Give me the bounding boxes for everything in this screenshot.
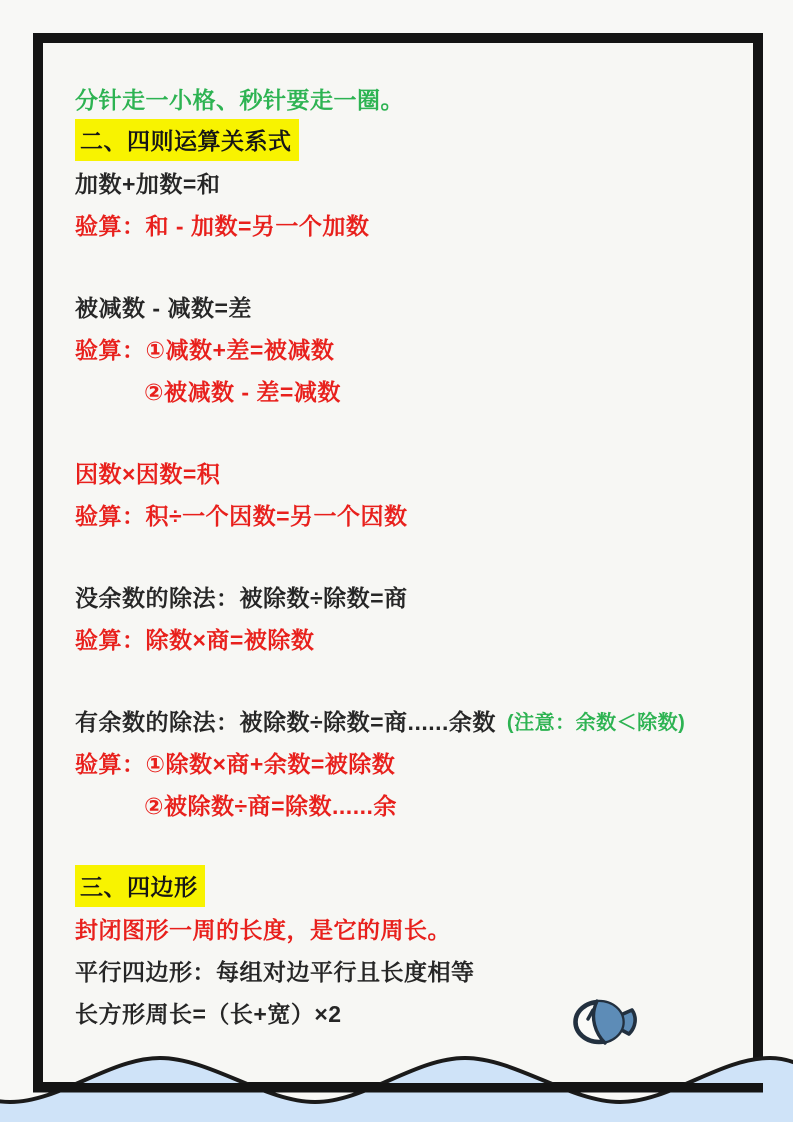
section-heading-highlight: 三、四边形 [75,865,205,907]
text-line-main: ②被减数 - 差=减数 [144,378,341,405]
text-line [75,77,735,119]
text-line [75,327,735,369]
section-heading-highlight: 二、四则运算关系式 [75,119,299,161]
text-line [75,369,735,411]
text-line-main: 因数×因数=积 [75,460,221,487]
text-line [75,203,735,245]
text-line-main: 平行四边形：每组对边平行且长度相等 [75,958,475,985]
section-heading [75,119,735,161]
blank-line [75,825,735,865]
wave-decoration [0,1040,793,1122]
text-line [75,285,735,327]
notes-content [75,77,735,1033]
text-line-main: 封闭图形一周的长度，是它的周长。 [75,916,451,943]
text-line-main: 验算：除数×商=被除数 [75,626,315,653]
text-line [75,161,735,203]
text-line-main: 验算：积÷一个因数=另一个因数 [75,502,408,529]
text-line [75,493,735,535]
text-line-main: 验算：①减数+差=被减数 [75,336,335,363]
text-line-main: 长方形周长=（长+宽）×2 [75,1000,342,1027]
blank-line [75,245,735,285]
text-line-main: ②被除数÷商=除数......余 [144,792,397,819]
text-line-main: 有余数的除法：被除数÷除数=商......余数 [75,708,496,735]
text-line [75,617,735,659]
text-line [75,699,735,741]
blank-line [75,535,735,575]
section-heading [75,865,735,907]
text-line [75,783,735,825]
text-line [75,949,735,991]
text-line [75,575,735,617]
text-line-main: 加数+加数=和 [75,170,221,197]
text-line-main: 验算：和 - 加数=另一个加数 [75,212,370,239]
text-line-main: 验算：①除数×商+余数=被除数 [75,750,396,777]
blank-line [75,659,735,699]
inline-note: (注意：余数＜除数) [506,711,686,734]
text-line-main: 没余数的除法：被除数÷除数=商 [75,584,408,611]
text-line-main: 被减数 - 减数=差 [75,294,252,321]
text-line [75,741,735,783]
blank-line [75,411,735,451]
text-line [75,907,735,949]
text-line-main: 分针走一小格、秒针要走一圈。 [75,86,404,113]
text-line [75,451,735,493]
